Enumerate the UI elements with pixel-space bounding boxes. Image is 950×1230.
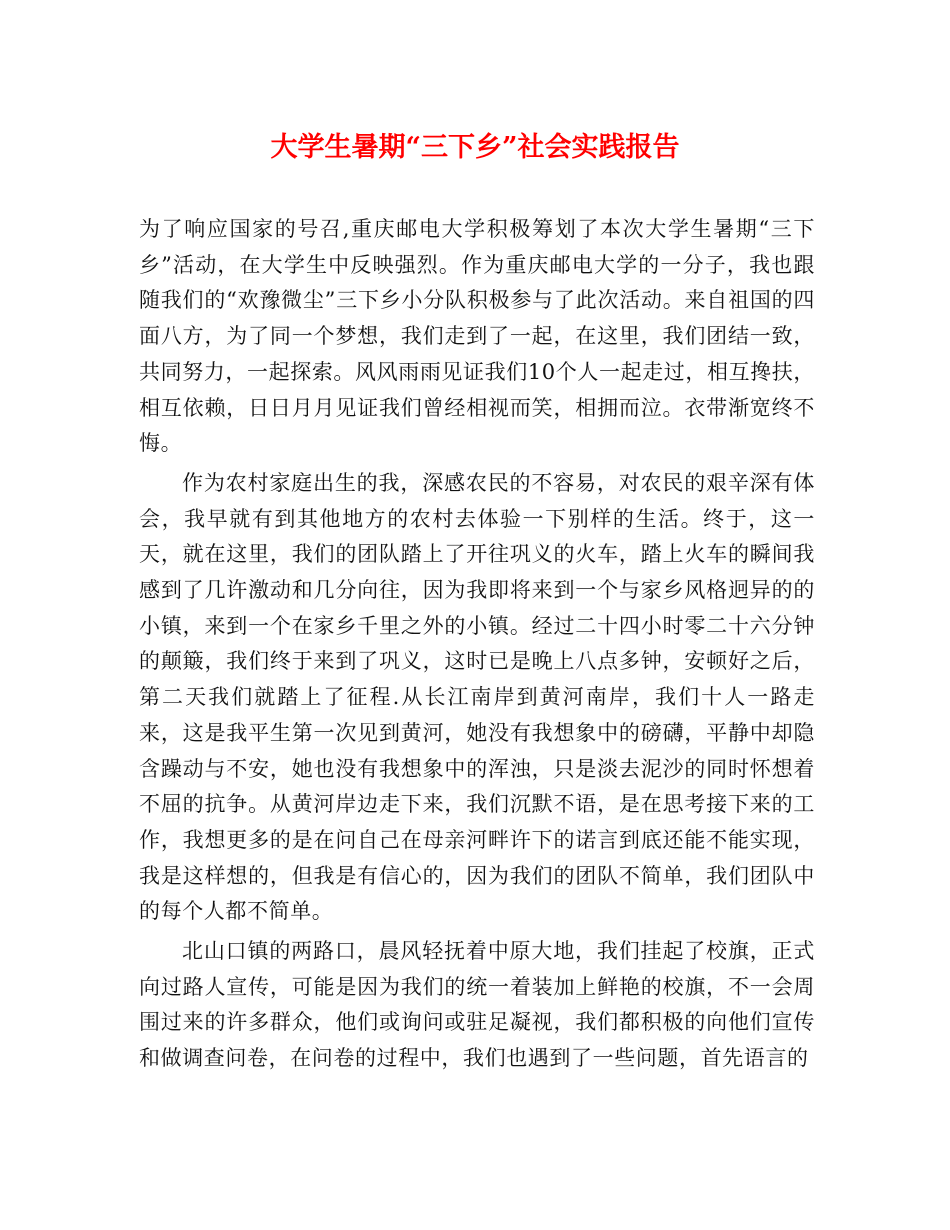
paragraph-3: 北山口镇的两路口，晨风轻抚着中原大地，我们挂起了校旗，正式向过路人宣传，可能是因为我们的统一着装加上鲜艳的校旗，不一会周围过来的许多群众，他们或询问或驻足凝视，我们都积极的向他们宣传和做调查问卷，在问卷的过程中，我们也遇到了一些问题，首先语言的 — [139, 939, 815, 1071]
paragraph-2: 作为农村家庭出生的我，深感农民的不容易，对农民的艰辛深有体会，我早就有到其他地方的农村去体验一下别样的生活。终于，这一天，就在这里，我们的团队踏上了开往巩义的火车，踏上火车的瞬间我感到了几许激动和几分向往，因为我即将来到一个与家乡风格迥异的的小镇，来到一个在家乡千里之外的小镇。经过二十四小时零二十六分钟的颠簸，我们终于来到了巩义，这时已是晚上八点多钟，安顿好之后，第二天我们就踏上了征程.从长江南岸到黄河南岸，我们十人一路走来，这是我平生第一次见到黄河，她没有我想象中的磅礴，平静中却隐含躁动与不安，她也没有我想象中的浑浊，只是淡去泥沙的同时怀想着不屈的抗争。从黄河岸边走下来，我们沉默不语，是在思考接下来的工作，我想更多的是在问自己在母亲河畔许下的诺言到底还能不能实现，我是这样想的，但我是有信心的，因为我们的团队不简单，我们团队中的每个人都不简单。 — [139, 470, 815, 924]
paragraph-1: 为了响应国家的号召,重庆邮电大学积极筹划了本次大学生暑期“三下乡”活动，在大学生中反映强烈。作为重庆邮电大学的一分子，我也跟随我们的“欢豫微尘”三下乡小分队积极参与了此次活动。来自祖国的四面八方，为了同一个梦想，我们走到了一起，在这里，我们团结一致，共同努力，一起探索。风风雨雨见证我们10个人一起走过，相互搀扶，相互依赖，日日月月见证我们曾经相视而笑，相拥而泣。衣带渐宽终不悔。 — [139, 217, 815, 456]
document-body — [139, 212, 815, 1077]
document-title: 大学生暑期“三下乡”社会实践报告 — [270, 132, 680, 163]
